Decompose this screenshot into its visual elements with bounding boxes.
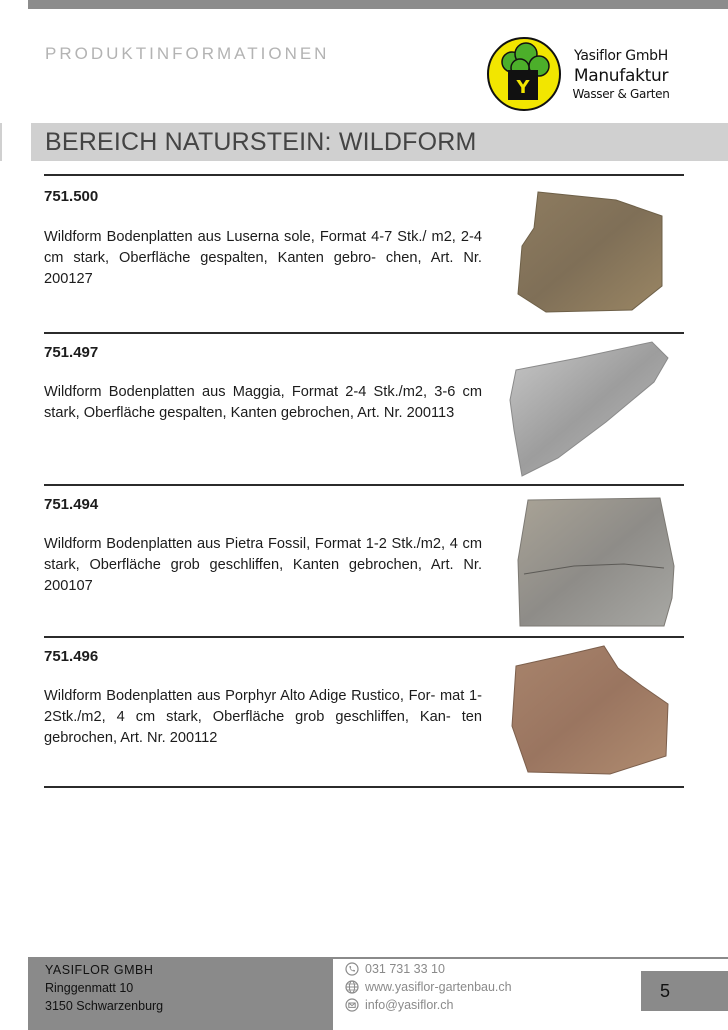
- product-item: [44, 496, 684, 636]
- footer-address-block: [28, 957, 333, 1030]
- product-item: [44, 648, 684, 788]
- divider: [44, 484, 684, 486]
- mail-icon: [345, 998, 359, 1012]
- phone-icon: [345, 962, 359, 976]
- stone-image-porphyr: [510, 644, 672, 778]
- logo-company-name: Yasiflor GmbH: [574, 48, 668, 64]
- logo-letter: Y: [516, 77, 530, 98]
- product-item: [44, 188, 684, 328]
- section-header: [28, 123, 728, 161]
- product-description: Wildform Bodenplatten aus Luserna sole, Format 4-7 Stk./ m2, 2-4 cm stark, Oberfläche gespalten, Kanten gebro- chen, Art. Nr. 200127: [44, 229, 482, 287]
- divider: [44, 636, 684, 638]
- footer-company: YASIFLOR GMBH: [45, 963, 154, 977]
- product-item: [44, 344, 684, 484]
- stone-image-maggia: [508, 340, 670, 480]
- product-description: Wildform Bodenplatten aus Maggia, Format 2-4 Stk./m2, 3-6 cm stark, Oberfläche gespalten, Kanten gebrochen, Art. Nr. 200113: [44, 384, 482, 421]
- product-number: 751.494: [44, 496, 99, 513]
- divider: [44, 332, 684, 334]
- footer-city: 3150 Schwarzenburg: [45, 999, 164, 1013]
- product-number: 751.497: [44, 344, 99, 361]
- header-label: PRODUKTINFORMATIONEN: [45, 44, 330, 63]
- margin-mark: [0, 123, 2, 161]
- logo-tagline: Wasser & Garten: [572, 87, 670, 101]
- stone-image-luserna: [516, 188, 666, 318]
- company-logo: [486, 36, 686, 116]
- logo-tree-icon: [486, 36, 562, 112]
- footer-phone[interactable]: [345, 962, 445, 976]
- product-description: Wildform Bodenplatten aus Porphyr Alto Adige Rustico, For- mat 1-2Stk./m2, 4 cm stark, Oberfläche grob geschliffen, Kan- ten gebrochen, Art. Nr. 200112: [44, 688, 482, 746]
- stone-image-pietra-fossil: [514, 496, 680, 628]
- footer-website[interactable]: [345, 980, 512, 994]
- divider: [44, 786, 684, 788]
- page-number: 5: [660, 981, 671, 1001]
- divider: [44, 174, 684, 176]
- product-number: 751.500: [44, 188, 99, 205]
- product-description: Wildform Bodenplatten aus Pietra Fossil, Format 1-2 Stk./m2, 4 cm stark, Oberfläche grob geschliffen, Kanten gebrochen, Art. Nr. 200107: [44, 536, 482, 594]
- website-text: www.yasiflor-gartenbau.ch: [365, 980, 512, 994]
- section-title: BEREICH NATURSTEIN: WILDFORM: [45, 128, 477, 156]
- top-bar: [28, 0, 728, 9]
- page-number-box: [641, 971, 728, 1011]
- email-text: info@yasiflor.ch: [365, 998, 454, 1012]
- footer-street: Ringgenmatt 10: [45, 981, 134, 995]
- product-number: 751.496: [44, 648, 99, 665]
- phone-text: 031 731 33 10: [365, 962, 445, 976]
- globe-icon: [345, 980, 359, 994]
- footer-email[interactable]: [345, 998, 453, 1012]
- logo-manufaktur: Manufaktur: [573, 66, 669, 86]
- footer-line: [333, 957, 728, 959]
